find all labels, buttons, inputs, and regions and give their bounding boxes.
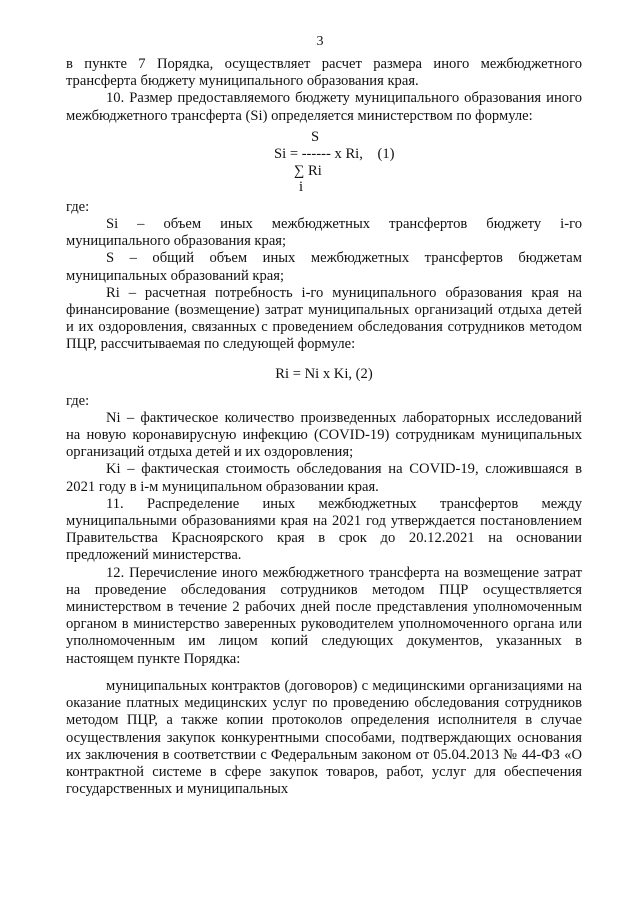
paragraph-contracts: муниципальных контрактов (договоров) с медицинскими организациями на оказание платных медицинских услуг по проведению обследования сотрудников методом ПЦР, а также копии протоколов определения исполнителя в случае осуществления закупок конкурентными способами, подтверждающих основания их заключения в соответствии с Федеральным законом от 05.04.2013 № 44-ФЗ «О контрактной системе в сфере закупок товаров, работ, услуг для обеспечения государственных и муниципальных — [66, 677, 582, 798]
formula-1 — [66, 129, 582, 199]
paragraph-12: 12. Перечисление иного межбюджетного трансферта на возмещение затрат на проведение обследования сотрудников методом ПЦР осуществляется министерством в течение 2 рабочих дней после представления уполномоченным органом в министерство заверенных руководителем уполномоченного органа или уполномоченным им лицом копий следующих документов, указанных в настоящем пункте Порядка: — [66, 564, 582, 667]
definition-s: S – общий объем иных межбюджетных трансфертов бюджетам муниципальных образований края; — [66, 250, 582, 284]
document-body — [66, 56, 582, 798]
formula-1-main: Si = ------ x Ri, (1) — [274, 145, 395, 162]
paragraph-continuation: в пункте 7 Порядка, осуществляет расчет размера иного межбюджетного трансферта бюджету муниципального образования края. — [66, 56, 582, 90]
where-label-1: где: — [66, 198, 90, 215]
page-number: 3 — [316, 34, 324, 49]
where-label-2: где: — [66, 392, 90, 409]
formula-2: Ri = Ni x Ki, (2) — [275, 365, 373, 382]
definition-ni: Ni – фактическое количество произведенных лабораторных исследований на новую коронавирусную инфекцию (COVID-19) сотрудникам муниципальных организаций отдыха детей и их оздоровления; — [66, 409, 582, 461]
definition-ki: Ki – фактическая стоимость обследования на COVID-19, сложившаяся в 2021 году в i-м муниципальном образовании края. — [66, 461, 582, 495]
paragraph-10: 10. Размер предоставляемого бюджету муниципального образования иного межбюджетного трансферта (Si) определяется министерством по формуле: — [66, 90, 582, 124]
paragraph-11: 11. Распределение иных межбюджетных трансфертов между муниципальными образованиями края на 2021 год утверждается постановлением Правительства Красноярского края в срок до 20.12.2021 на основании предложений министерства. — [66, 495, 582, 564]
formula-1-subscript: i — [299, 178, 304, 195]
formula-1-numerator: S — [311, 128, 320, 145]
definition-si: Si – объем иных межбюджетных трансфертов бюджету i-го муниципального образования края; — [66, 216, 582, 250]
formula-1-denominator: ∑ Ri — [294, 162, 322, 179]
definition-ri: Ri – расчетная потребность i-го муниципального образования края на финансирование (возмещение) затрат муниципальных организаций отдыха детей и их оздоровления, связанных с проведением обследования сотрудников методом ПЦР, рассчитываемая по следующей формуле: — [66, 284, 582, 353]
